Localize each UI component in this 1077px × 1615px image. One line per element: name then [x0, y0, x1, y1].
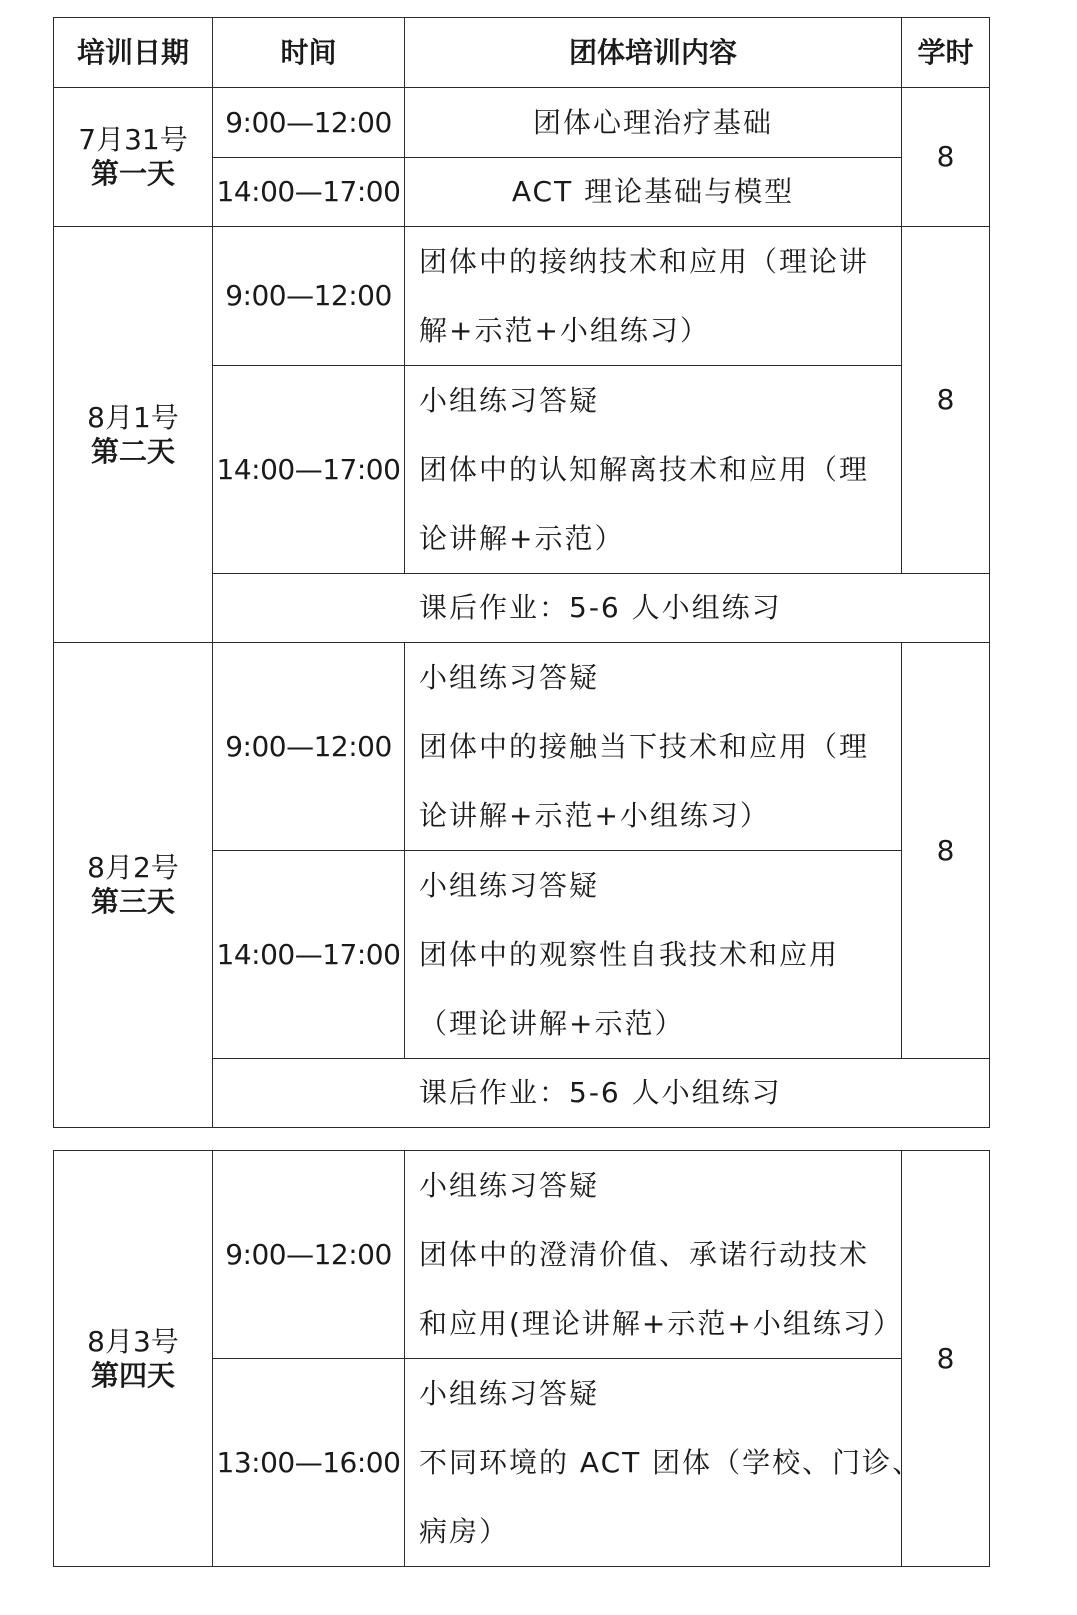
- session-line: 团体中的接纳技术和应用（理论讲: [419, 245, 870, 278]
- day-date-cell: [54, 227, 213, 643]
- day-date-cell: [54, 1151, 213, 1567]
- session-line: 小组练习答疑: [419, 1377, 600, 1410]
- session-line: 团体中的认知解离技术和应用（理: [419, 453, 870, 486]
- day-hours: 8: [902, 88, 990, 227]
- day-label: 第三天: [90, 885, 175, 918]
- session-content: [405, 158, 902, 227]
- session-line: （理论讲解+示范）: [419, 1007, 685, 1040]
- session-line: 小组练习答疑: [419, 661, 600, 694]
- session-line: ACT 理论基础与模型: [511, 175, 795, 209]
- session-line: 小组练习答疑: [419, 869, 600, 902]
- homework-note: 课后作业：5-6 人小组练习: [213, 1059, 990, 1128]
- session-time: 14:00—17:00: [213, 851, 405, 1059]
- table-row: [54, 643, 990, 851]
- table-row: [54, 227, 990, 366]
- session-time: 9:00—12:00: [213, 643, 405, 851]
- day-hours: 8: [902, 227, 990, 574]
- session-line: 团体中的接触当下技术和应用（理: [419, 730, 870, 763]
- table-row: [54, 88, 990, 158]
- session-line: 团体中的观察性自我技术和应用: [419, 938, 840, 971]
- header-row: [54, 18, 990, 88]
- session-content: [405, 88, 902, 158]
- session-line: 团体心理治疗基础: [532, 105, 773, 139]
- schedule-table-continued: [53, 1150, 990, 1567]
- day-date-cell: [54, 88, 213, 227]
- session-line: 解+示范+小组练习）: [419, 314, 710, 347]
- session-line: 小组练习答疑: [419, 384, 600, 417]
- session-line: 小组练习答疑: [419, 1169, 600, 1202]
- day-date: 8月1号: [87, 400, 179, 434]
- day-date: 7月31号: [78, 123, 188, 157]
- day-date: 8月2号: [87, 851, 179, 885]
- day-label: 第一天: [90, 157, 175, 190]
- session-content: [405, 1359, 923, 1567]
- header-time: 时间: [213, 18, 405, 88]
- session-time: 14:00—17:00: [213, 366, 405, 574]
- session-time: 14:00—17:00: [213, 158, 405, 227]
- table-row: [54, 1151, 990, 1359]
- session-line: 论讲解+示范+小组练习）: [419, 799, 770, 832]
- day-date: 8月3号: [87, 1324, 179, 1358]
- session-time: 9:00—12:00: [213, 227, 405, 366]
- session-content: [405, 227, 902, 366]
- day-label: 第二天: [90, 434, 175, 468]
- session-line: 病房）: [419, 1515, 510, 1548]
- session-line: 不同环境的 ACT 团体（学校、门诊、: [419, 1446, 923, 1479]
- schedule-table: [53, 17, 990, 1128]
- session-line: 和应用(理论讲解+示范+小组练习）: [419, 1307, 903, 1340]
- homework-note: 课后作业：5-6 人小组练习: [213, 574, 990, 643]
- day-hours: 8: [902, 1151, 990, 1567]
- header-content: 团体培训内容: [405, 18, 902, 88]
- header-date: 培训日期: [54, 18, 213, 88]
- session-content: [405, 1151, 902, 1359]
- day-hours: 8: [902, 643, 990, 1059]
- session-content: [405, 851, 902, 1059]
- session-content: [405, 643, 902, 851]
- day-date-cell: [54, 643, 213, 1128]
- session-line: 团体中的澄清价值、承诺行动技术: [419, 1238, 870, 1271]
- day-label: 第四天: [90, 1358, 175, 1392]
- session-time: 9:00—12:00: [213, 88, 405, 158]
- session-time: 9:00—12:00: [213, 1151, 405, 1359]
- session-time: 13:00—16:00: [213, 1359, 405, 1567]
- session-content: [405, 366, 902, 574]
- header-hours: 学时: [902, 18, 990, 88]
- session-line: 论讲解+示范）: [419, 522, 625, 555]
